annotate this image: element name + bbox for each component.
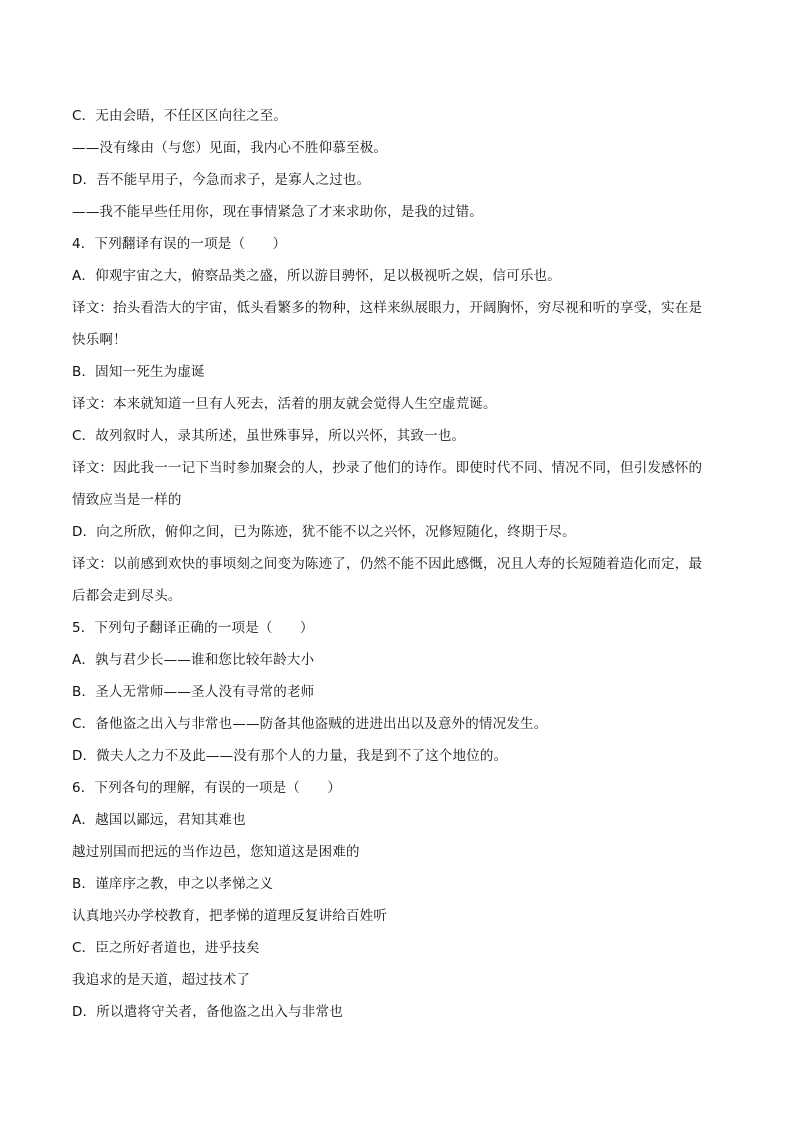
- q4-option-a-translation: 译文：抬头看浩大的宇宙，低头看繁多的物种，这样来纵展眼力，开阔胸怀，穷尽视和听的享受，实在是: [72, 300, 703, 316]
- option-c-original: C．无由会晤，不任区区向往之至。: [72, 108, 288, 124]
- q4-option-d-translation-cont: 后都会走到尽头。: [72, 588, 182, 604]
- q6-option-a-understanding: 越过别国而把远的当作边邑，您知道这是困难的: [72, 844, 360, 860]
- q4-option-d: D．向之所欣，俯仰之间，已为陈迹，犹不能不以之兴怀，况修短随化，终期于尽。: [72, 524, 576, 540]
- q6-option-c-understanding: 我追求的是天道，超过技术了: [72, 972, 251, 988]
- q6-option-a: A．越国以鄙远，君知其难也: [72, 812, 246, 828]
- option-d-original: D．吾不能早用子，今急而求子，是寡人之过也。: [72, 172, 371, 188]
- q4-option-c: C．故列叙时人，录其所述，虽世殊事异，所以兴怀，其致一也。: [72, 428, 466, 444]
- q5-option-b: B．圣人无常师——圣人没有寻常的老师: [72, 684, 315, 700]
- q4-option-a-translation-cont: 快乐啊！: [72, 332, 127, 348]
- q4-option-c-translation: 译文：因此我一一记下当时参加聚会的人，抄录了他们的诗作。即使时代不同、情况不同，但引发感怀的: [72, 460, 703, 476]
- q4-option-d-translation: 译文：以前感到欢快的事顷刻之间变为陈迹了，仍然不能不因此感慨，况且人寿的长短随着造化而定，最: [72, 556, 703, 572]
- q6-option-d: D．所以遣将守关者，备他盗之出入与非常也: [72, 1004, 343, 1020]
- q4-option-b-translation: 译文：本来就知道一旦有人死去，活着的朋友就会觉得人生空虚荒诞。: [72, 396, 497, 412]
- question-5-stem: 5．下列句子翻译正确的一项是（ ）: [72, 620, 314, 636]
- q6-option-b: B．谨庠序之教，申之以孝悌之义: [72, 876, 274, 892]
- option-c-translation: ——没有缘由（与您）见面，我内心不胜仰慕至极。: [72, 140, 388, 156]
- q4-option-c-translation-cont: 情致应当是一样的: [72, 492, 182, 508]
- document-body: [72, 100, 724, 1028]
- q5-option-a: A．孰与君少长——谁和您比较年龄大小: [72, 652, 315, 668]
- option-d-translation: ——我不能早些任用你，现在事情紧急了才来求助你，是我的过错。: [72, 204, 483, 220]
- q5-option-d: D．微夫人之力不及此——没有那个人的力量，我是到不了这个地位的。: [72, 748, 508, 764]
- question-4-stem: 4．下列翻译有误的一项是（ ）: [72, 236, 287, 252]
- q4-option-b: B．固知一死生为虚诞: [72, 364, 205, 380]
- q5-option-c: C．备他盗之出入与非常也——防备其他盗贼的进进出出以及意外的情况发生。: [72, 716, 548, 732]
- q6-option-b-understanding: 认真地兴办学校教育，把孝悌的道理反复讲给百姓听: [72, 908, 388, 924]
- q6-option-c: C．臣之所好者道也，进乎技矣: [72, 940, 260, 956]
- question-6-stem: 6．下列各句的理解，有误的一项是（ ）: [72, 780, 342, 796]
- q4-option-a: A．仰观宇宙之大，俯察品类之盛，所以游目骋怀，足以极视听之娱，信可乐也。: [72, 268, 561, 284]
